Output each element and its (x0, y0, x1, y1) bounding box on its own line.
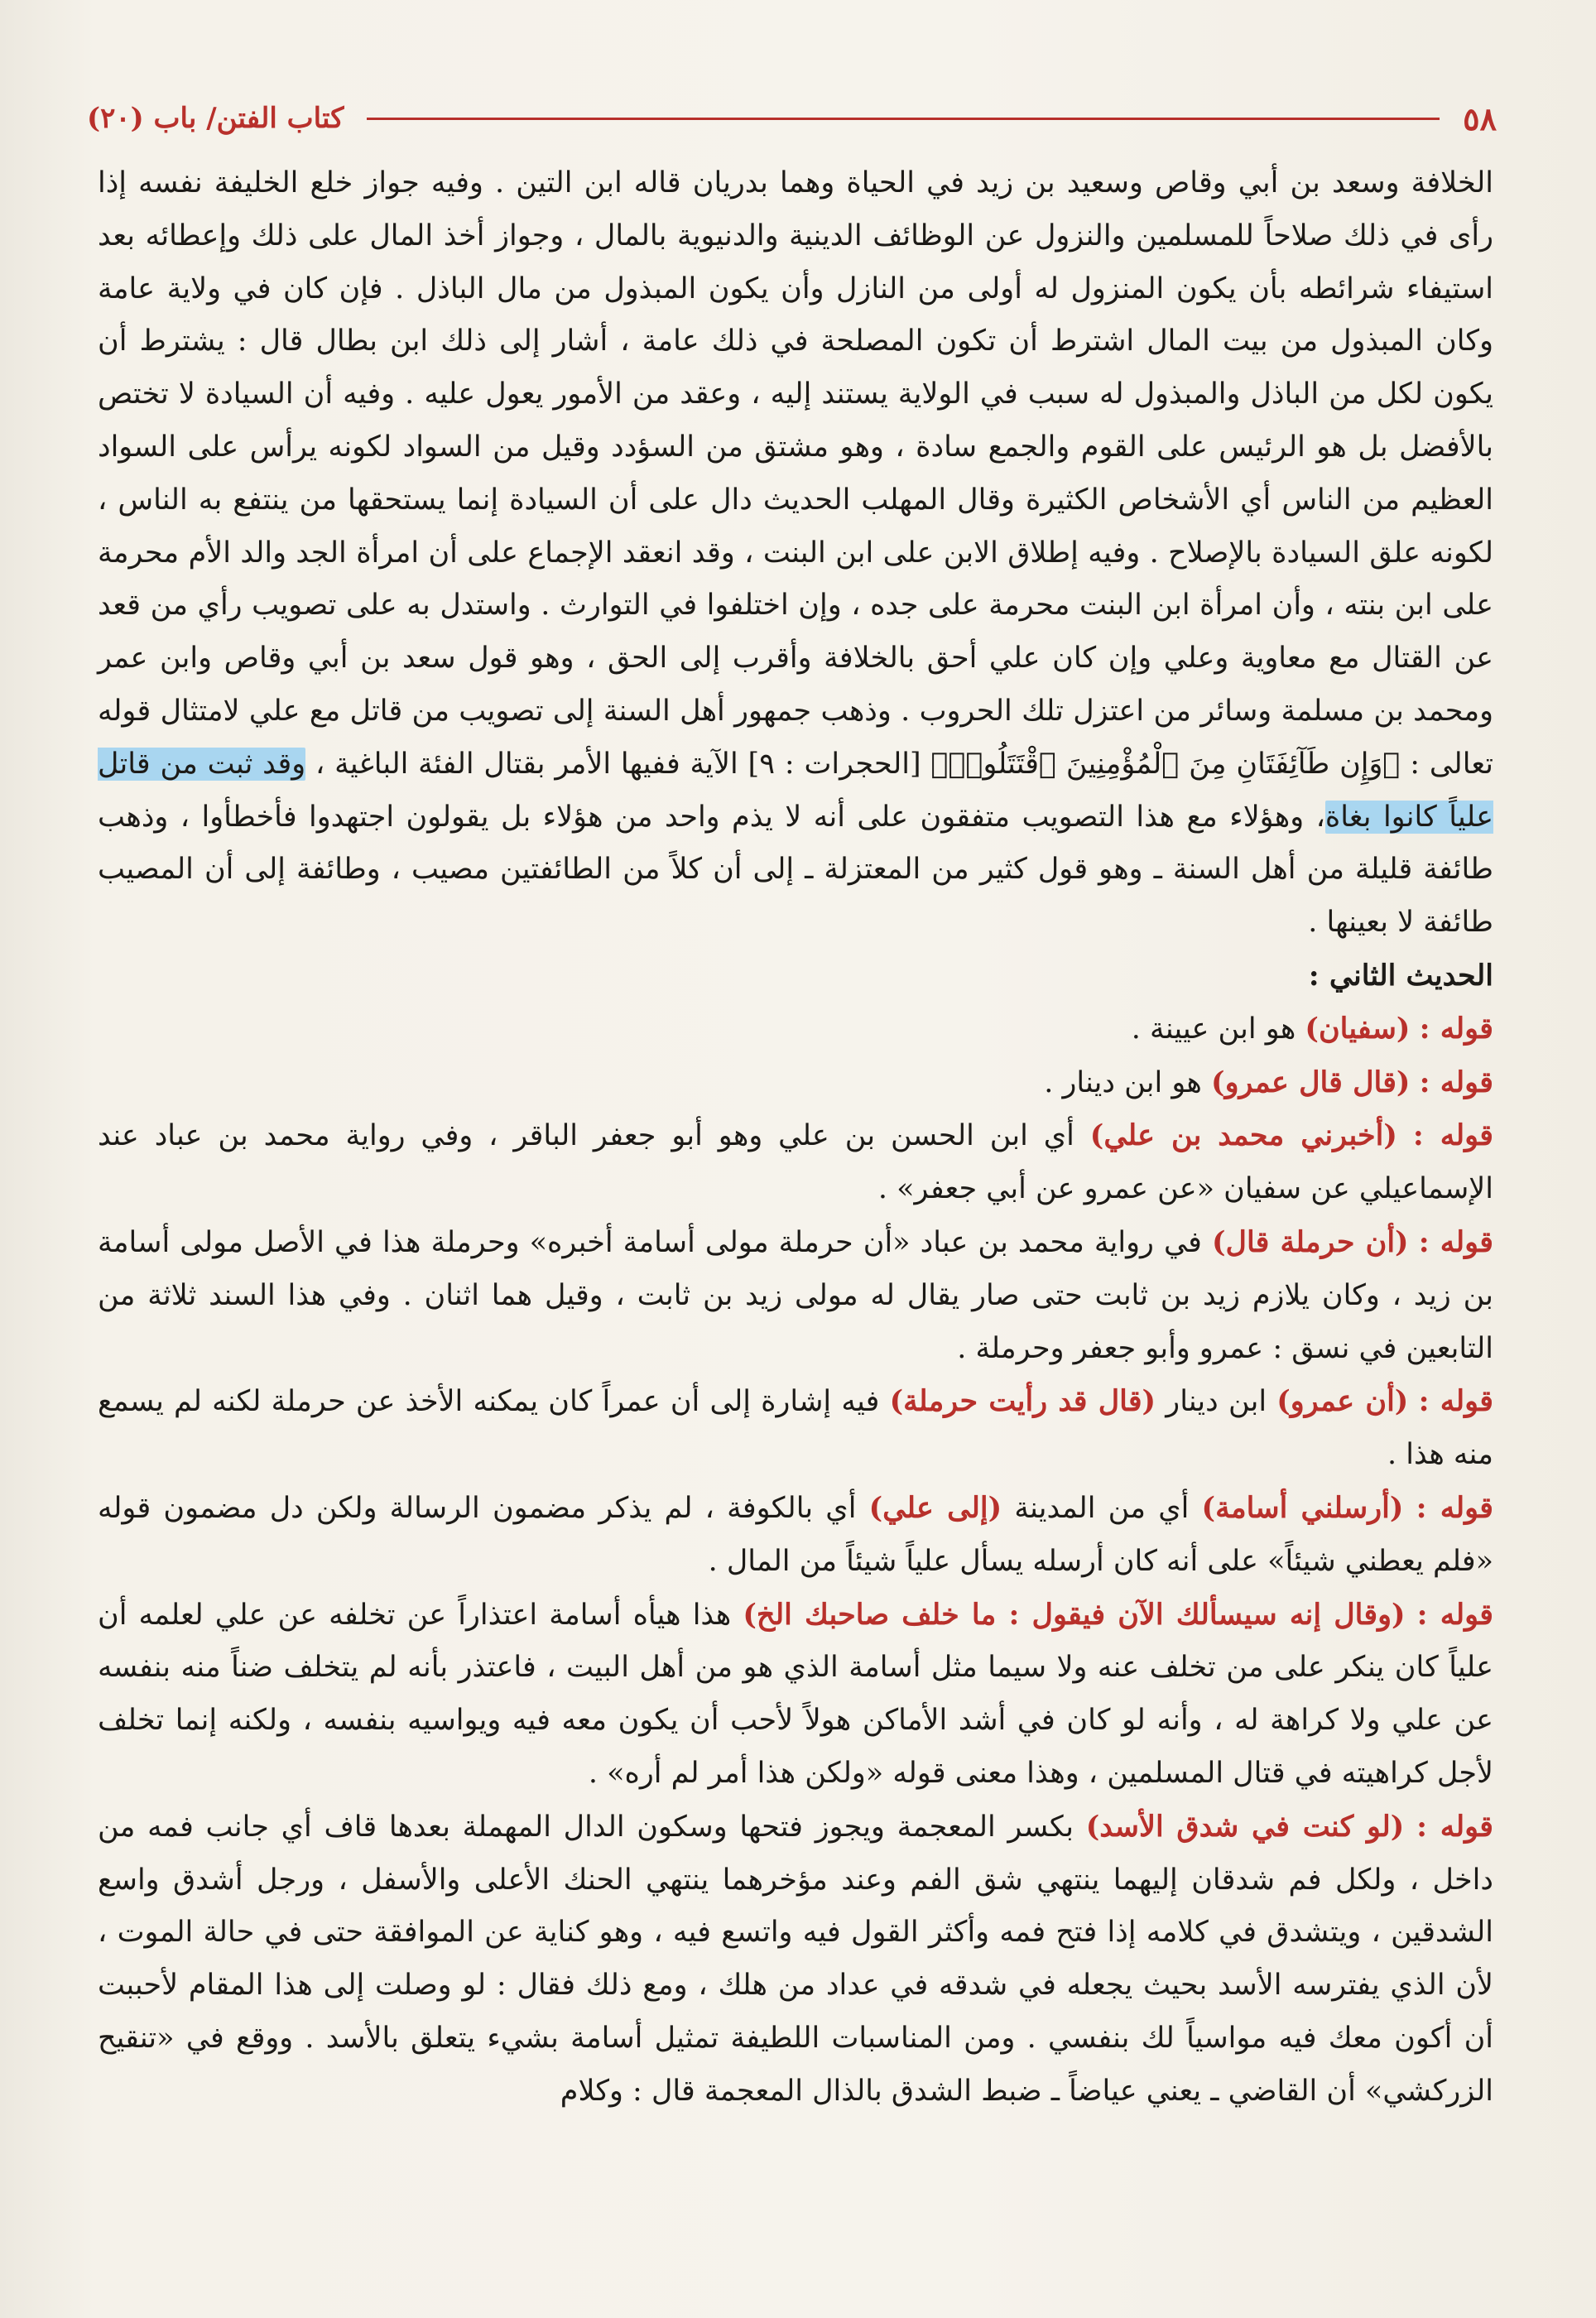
intro-text: الخلافة وسعد بن أبي وقاص وسعيد بن زيد في الحياة وهما بدريان قاله ابن التين . وفيه جواز خلع الخليفة نفسه إذا رأى في ذلك صلاحاً للمسلمين والنزول عن الوظائف الدينية والدنيوية بالمال ، وجواز أخذ المال على ذلك وإعطائه بعد استيفاء شرائطه بأن يكون المنزول له أولى من النازل وأن يكون المبذول من مال الباذل . فإن كان في ولاية عامة وكان المبذول من بيت المال اشترط أن تكون المصلحة في ذلك عامة ، أشار إلى ذلك ابن بطال قال : يشترط أن يكون لكل من الباذل والمبذول له سبب في الولاية يستند إليه ، وعقد من الأمور يعول عليه . وفيه أن السيادة لا تختص بالأفضل بل هو الرئيس على القوم والجمع سادة ، وهو مشتق من السؤدد وقيل من السواد لكونه يرأس على السواد العظيم من الناس أي الأشخاص الكثيرة وقال المهلب الحديث دال على أن السيادة إنما يستحقها من ينتفع به الناس ، لكونه علق السيادة بالإصلاح . وفيه إطلاق الابن على ابن البنت ، وقد انعقد الإجماع على أن امرأة الجد والد الأم محرمة على ابن بنته ، وأن امرأة ابن البنت محرمة على جده ، وإن اختلفوا في التوارث . واستدل به على تصويب رأي من قعد عن القتال مع معاوية وعلي وإن كان علي أحق بالخلافة وأقرب إلى الحق ، وهو قول سعد بن أبي وقاص وابن عمر ومحمد بن مسلمة وسائر من اعتزل تلك الحروب . وذهب جمهور أهل السنة إلى تصويب من قاتل مع علي لامتثال قوله تعالى : ﴿وَإِن طَآئِفَتَانِ مِنَ ٱلْمُؤْمِنِينَ ٱقْتَتَلُوا۟﴾ [الحجرات : ٩] الآية ففيها الأمر بقتال الفئة الباغية ، (98, 166, 1493, 781)
intro-text-end: ، وهؤلاء مع هذا التصويب متفقون على أنه لا يذم واحد من هؤلاء بل يقولون اجتهدوا فأخطأوا ، وذهب طائفة قليلة من أهل السنة ـ وهو قول كثير من المعتزلة ـ إلى أن كلاً من الطائفتين مصيب ، وطائفة إلى أن المصيب طائفة لا بعينها . (98, 800, 1493, 940)
entry-text: في رواية محمد بن عباد «أن حرملة مولى أسامة أخبره» وحرملة هذا في الأصل مولى أسامة بن زيد ، وكان يلازم زيد بن ثابت حتى صار يقال له مولى زيد بن ثابت ، وقيل هما اثنان . وفي هذا السند ثلاثة من التابعين في نسق : عمرو وأبو جعفر وحرملة . (98, 1225, 1493, 1365)
entry-quote: (أرسلني أسامة) (1201, 1490, 1404, 1525)
entry-quote: (أخبرني محمد بن علي) (1089, 1118, 1397, 1153)
entry-text: هذا هيأه أسامة اعتذاراً عن تخلفه عن علي لعلمه أن علياً كان ينكر على من تخلف عنه ولا سيما مثل أسامة الذي هو من أهل البيت ، فاعتذر بأنه لم يتخلف ضناً منه بنفسه عن علي ولا كراهة له ، وأنه لو كان في أشد الأماكن هولاً لأحب أن يكون معه فيه ويواسيه بنفسه ، ولكنه إنما تخلف لأجل كراهيته في قتال المسلمين ، وهذا معنى قوله «ولكن هذا أمر لم أره» . (98, 1598, 1494, 1790)
entry-quote: (سفيان) (1305, 1011, 1411, 1046)
entry-text: أي من المدينة (1002, 1491, 1202, 1525)
entry-keyword: قوله : (1416, 1490, 1493, 1525)
entry-quote: (أن عمرو) (1276, 1384, 1409, 1419)
entry-text: هو ابن دينار . (1044, 1065, 1212, 1099)
entry-1 (98, 1003, 1493, 1056)
entry-quote-2: (قال قد رأيت حرملة) (889, 1384, 1156, 1419)
highlighted-text[interactable]: وقد ثبت من قاتل علياً كانوا بغاة (98, 747, 1493, 834)
intro-paragraph (98, 157, 1493, 950)
entry-quote-2: (إلى علي) (868, 1490, 1002, 1525)
entry-quote: (قال قال عمرو) (1211, 1065, 1411, 1099)
header-rule (367, 118, 1440, 120)
entry-3 (98, 1109, 1493, 1216)
entry-keyword: قوله : (1418, 1384, 1493, 1419)
entry-text: بكسر المعجمة ويجوز فتحها وسكون الدال المهملة بعدها قاف أي جانب فمه من داخل ، ولكل فم شدقان إليهما ينتهي شق الفم وعند مؤخرهما ينتهي الحنك الأعلى والأسفل ، ورجل أشدق واسع الشدقين ، ويتشدق في كلامه إذا فتح فمه وأكثر القول فيه واتسع فيه ، وهو كناية عن الموافقة حتى في حالة الموت ، لأن الذي يفترسه الأسد بحيث يجعله في شدقه في عداد من هلك ، ومع ذلك فقال : لو وصلت إلى هذا المقام لأحببت أن أكون معك فيه مواسياً لك بنفسي . ومن المناسبات اللطيفة تمثيل أسامة بشيء يتعلق بالأسد . ووقع في «تنقيح الزركشي» أن القاضي ـ يعني عياضاً ـ ضبط الشدق بالذال المعجمة قال : وكلام (98, 1810, 1493, 2108)
entry-keyword: قوله : (1418, 1224, 1493, 1259)
entry-keyword: قوله : (1416, 1597, 1493, 1632)
page-number: ٥٨ (1463, 99, 1497, 137)
entry-7 (98, 1589, 1493, 1801)
entry-keyword: قوله : (1419, 1065, 1493, 1099)
page-header (87, 98, 1497, 139)
entry-6 (98, 1482, 1493, 1589)
entry-text-2: أي بالكوفة ، لم يذكر مضمون الرسالة ولكن دل مضمون قوله «فلم يعطني شيئاً» على أنه كان أرسله يسأل علياً شيئاً من المال . (98, 1491, 1493, 1578)
entry-quote: (وقال إنه سيسألك الآن فيقول : ما خلف صاحبك الخ) (743, 1597, 1406, 1632)
entry-text-2: فيه إشارة إلى أن عمراً كان يمكنه الأخذ عن حرملة لكنه لم يسمع منه هذا . (98, 1385, 1493, 1472)
entry-keyword: قوله : (1412, 1118, 1493, 1153)
entry-text: هو ابن عيينة . (1131, 1012, 1305, 1046)
entry-quote: (أن حرملة قال) (1211, 1224, 1409, 1259)
entry-2 (98, 1056, 1493, 1110)
entry-4 (98, 1216, 1493, 1375)
section-title: الحديث الثاني : (1308, 958, 1493, 993)
entry-5 (98, 1375, 1493, 1482)
entry-text: أي ابن الحسن بن علي وهو أبو جعفر الباقر ، وفي رواية محمد بن عباد عند الإسماعيلي عن سفيان «عن عمرو عن أبي جعفر» . (98, 1119, 1493, 1206)
entry-quote: (لو كنت في شدق الأسد) (1085, 1809, 1405, 1844)
entry-text: ابن دينار (1156, 1385, 1277, 1419)
page-body (98, 157, 1493, 2118)
running-title: كتاب الفتن/ باب (٢٠) (87, 102, 344, 135)
entry-keyword: قوله : (1416, 1809, 1493, 1844)
entry-keyword: قوله : (1419, 1011, 1493, 1046)
entry-8 (98, 1801, 1493, 2118)
